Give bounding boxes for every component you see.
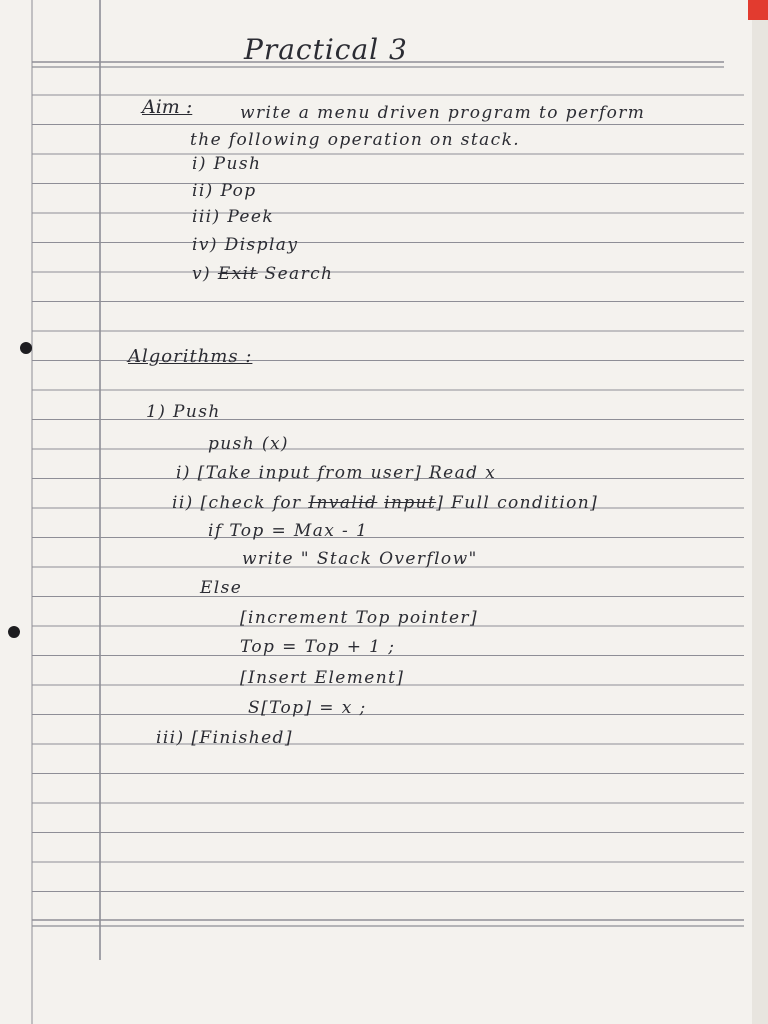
push-step-2-struck-2: input <box>384 493 437 513</box>
push-step-2-suffix: ] Full condition] <box>436 493 599 513</box>
aim-line-2: the following operation on stack. <box>190 130 521 150</box>
aim-label: Aim : <box>142 96 193 118</box>
push-step-2 <box>172 495 598 512</box>
push-increment: Top = Top + 1 ; <box>240 637 396 657</box>
aim-item-push: i) Push <box>192 154 262 174</box>
next-page-edge <box>752 20 768 1024</box>
aim-item-pop: ii) Pop <box>192 181 257 201</box>
aim-item-5-struck-word: Exit <box>217 264 258 284</box>
push-insert: S[Top] = x ; <box>248 698 367 718</box>
push-increment-comment: [increment Top pointer] <box>240 608 478 628</box>
page-title: Practical 3 <box>244 33 408 66</box>
aim-item-display: iv) Display <box>192 235 299 255</box>
push-step-2-struck-1: Invalid <box>308 493 378 513</box>
push-step-1: i) [Take input from user] Read x <box>176 463 497 483</box>
push-else: Else <box>200 578 243 598</box>
push-insert-comment: [Insert Element] <box>240 668 405 688</box>
aim-item-peek: iii) Peek <box>192 207 275 227</box>
push-step-2-prefix: ii) [check for <box>172 493 302 513</box>
aim-item-5-word: Search <box>264 264 334 284</box>
push-finished: iii) [Finished] <box>156 728 293 748</box>
red-tab <box>748 0 768 20</box>
push-heading: 1) Push <box>146 402 221 422</box>
push-call: push (x) <box>208 434 289 454</box>
push-overflow: write " Stack Overflow" <box>242 549 478 569</box>
binding-hole <box>8 626 20 638</box>
algorithms-heading: Algorithms : <box>128 346 253 367</box>
aim-item-5-number: v) <box>192 264 212 284</box>
push-condition: if Top = Max - 1 <box>208 521 369 541</box>
aim-line-1: write a menu driven program to perform <box>240 103 646 123</box>
aim-item-exit-search <box>192 266 333 283</box>
binding-hole <box>20 342 32 354</box>
